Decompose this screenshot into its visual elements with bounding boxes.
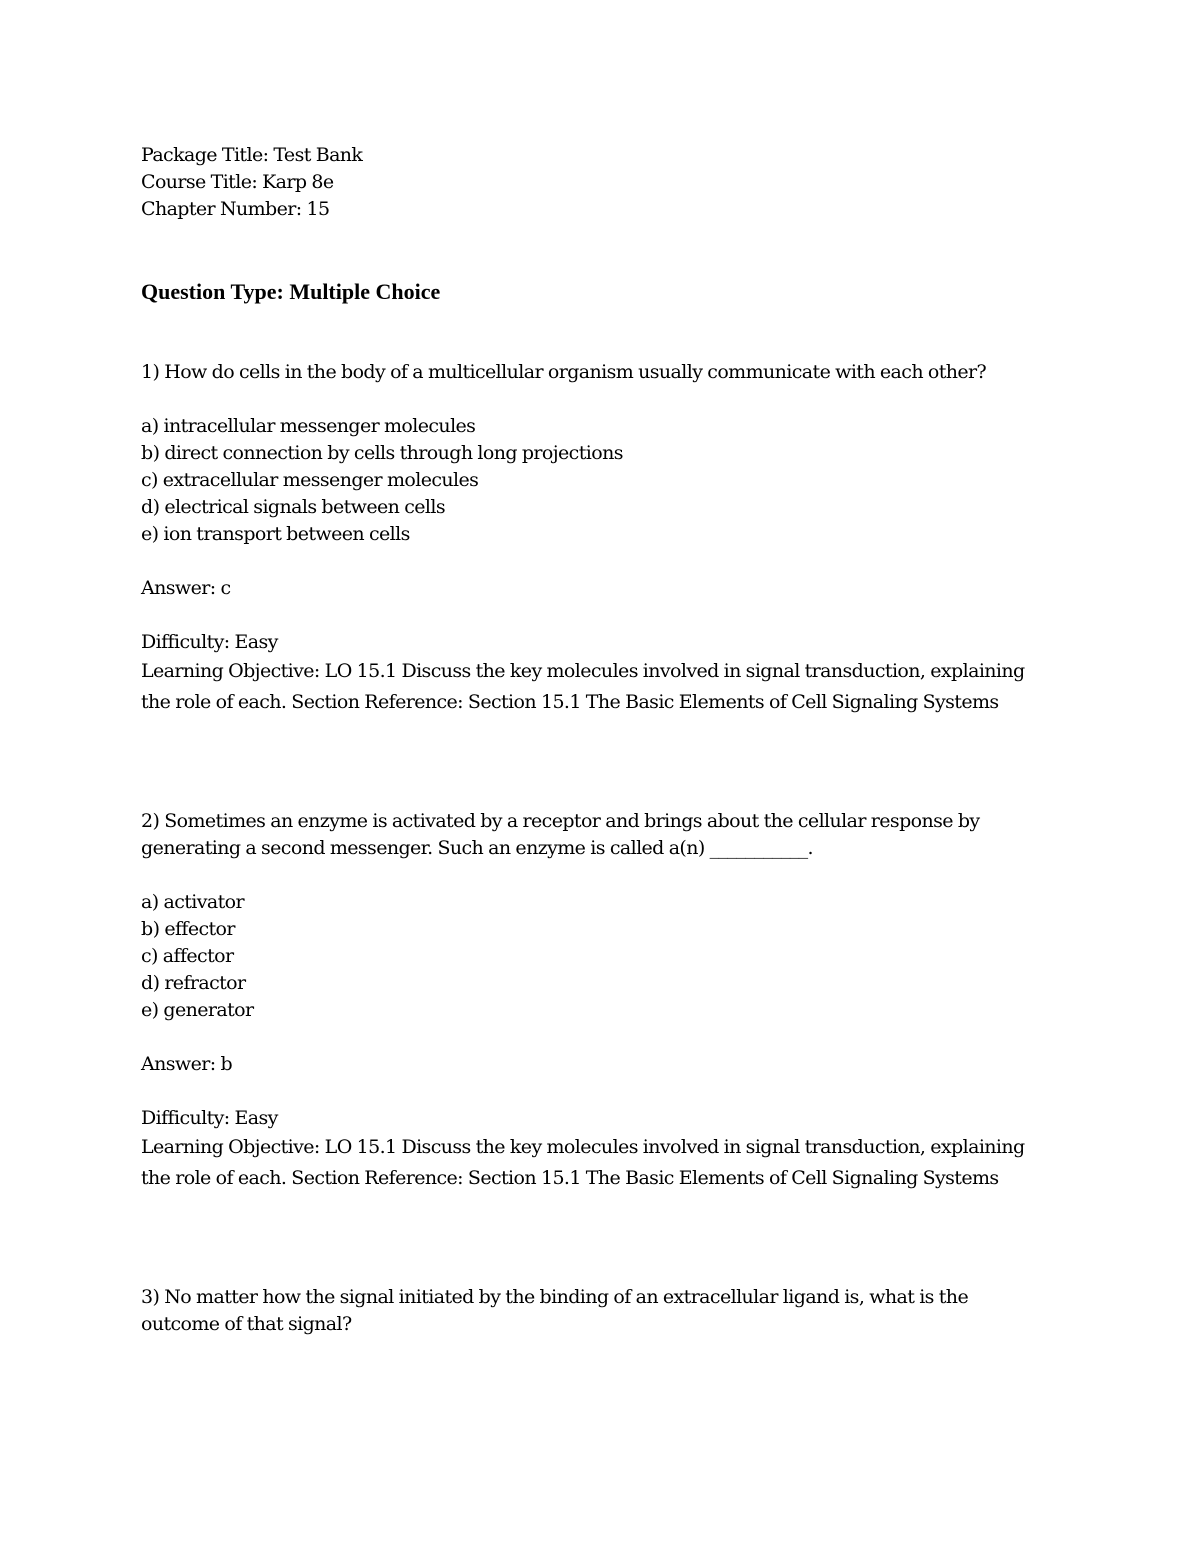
learning-objective: Learning Objective: LO 15.1 Discuss the key molecules involved in signal transduction, explaining the role of each. Section Reference: Section 15.1 The Basic Elements of Cell Signaling Systems [141, 1136, 1025, 1189]
answer-key: Answer: c [141, 577, 231, 599]
document-page [141, 142, 1041, 1338]
choice-b: b) effector [141, 918, 235, 940]
document-header [141, 142, 1041, 223]
answer-key: Answer: b [141, 1053, 233, 1075]
question-stem-line-2: generating a second messenger. Such an enzyme is called a(n) ___________. [141, 837, 813, 859]
question-metadata [141, 629, 1041, 718]
choice-e: e) ion transport between cells [141, 523, 410, 545]
answer-choices [141, 413, 1041, 548]
question-type-heading: Question Type: Multiple Choice [141, 279, 441, 304]
choice-c: c) extracellular messenger molecules [141, 469, 479, 491]
package-title: Package Title: Test Bank [141, 144, 363, 166]
course-title: Course Title: Karp 8e [141, 171, 334, 193]
choice-b: b) direct connection by cells through long projections [141, 442, 623, 464]
learning-objective: Learning Objective: LO 15.1 Discuss the key molecules involved in signal transduction, explaining the role of each. Section Reference: Section 15.1 The Basic Elements of Cell Signaling Systems [141, 660, 1025, 713]
chapter-number: Chapter Number: 15 [141, 198, 330, 220]
answer-choices [141, 889, 1041, 1024]
question-3 [141, 1284, 1041, 1338]
question-stem-line-1: 3) No matter how the signal initiated by the binding of an extracellular ligand is, what is the [141, 1286, 969, 1308]
question-1 [141, 359, 1041, 718]
choice-a: a) intracellular messenger molecules [141, 415, 476, 437]
question-2 [141, 808, 1041, 1194]
question-metadata [141, 1105, 1041, 1194]
choice-c: c) affector [141, 945, 234, 967]
choice-e: e) generator [141, 999, 254, 1021]
question-stem-line-2: outcome of that signal? [141, 1313, 352, 1335]
difficulty: Difficulty: Easy [141, 631, 278, 653]
question-stem-line-1: 2) Sometimes an enzyme is activated by a receptor and brings about the cellular response by [141, 810, 980, 832]
choice-d: d) electrical signals between cells [141, 496, 445, 518]
choice-d: d) refractor [141, 972, 246, 994]
question-stem: 1) How do cells in the body of a multicellular organism usually communicate with each other? [141, 361, 987, 383]
choice-a: a) activator [141, 891, 244, 913]
difficulty: Difficulty: Easy [141, 1107, 278, 1129]
